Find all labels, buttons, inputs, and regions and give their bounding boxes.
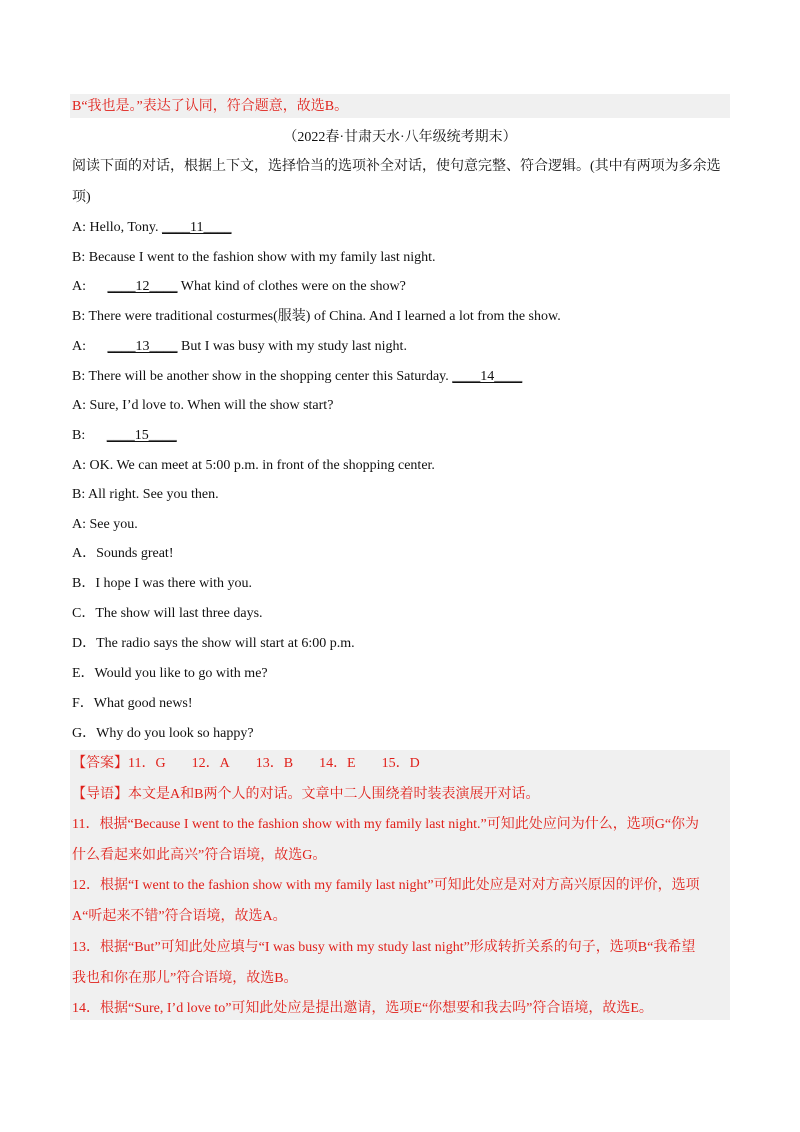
dialogue-line	[72, 248, 728, 268]
dialogue-line	[72, 337, 728, 357]
question-source: （2022春·甘肃天水·八年级统考期末）	[283, 130, 517, 145]
blank-13: ____13____	[107, 339, 178, 354]
explanation-13-line-1: 13．根据“But”可知此处应填与“I was busy with my study last night”形成转折关系的句子，选项B“我希望	[72, 940, 696, 955]
explanation-14-line-1: 14．根据“Sure, I’d love to”可知此处应是提出邀请，选项E“你想要和我去吗”符合语境，故选E。	[72, 1001, 653, 1016]
explanation-11-line-1: 11．根据“Because I went to the fashion show with my family last night.”可知此处应问为什么，选项G“你为	[72, 817, 700, 832]
option-a: A．Sounds great!	[72, 546, 174, 561]
guide-text: 【导语】本文是A和B两个人的对话。文章中二人围绕着时装表演展开对话。	[72, 787, 540, 802]
instructions-line-2: 项)	[72, 190, 91, 205]
blank-15: ____15____	[106, 428, 177, 443]
answer-item: 15．D	[381, 756, 420, 771]
prev-answer-tail: B“我也是。”表达了认同，符合题意，故选B。	[72, 99, 349, 114]
dialogue-line	[72, 367, 728, 387]
dialogue-text: A:	[72, 339, 90, 354]
answer-line	[72, 754, 728, 774]
option-e: E．Would you like to go with me?	[72, 666, 268, 681]
option-d: D．The radio says the show will start at 6:00 p.m.	[72, 636, 355, 651]
explanation-13-line-2: 我也和你在那儿”符合语境，故选B。	[72, 971, 298, 986]
option-b: B．I hope I was there with you.	[72, 576, 253, 591]
blank-14: ____14____	[452, 369, 523, 384]
dialogue-text: A: See you.	[72, 517, 138, 532]
dialogue-line	[72, 218, 728, 238]
answer-item: 12．A	[191, 756, 230, 771]
dialogue-text: B: All right. See you then.	[72, 487, 219, 502]
dialogue-text: B:	[72, 428, 89, 443]
dialogue-text: A:	[72, 279, 90, 294]
answer-label: 【答案】	[72, 756, 128, 771]
answer-item: 14．E	[319, 756, 356, 771]
explanation-12-line-1: 12．根据“I went to the fashion show with my family last night”可知此处应是对对方高兴原因的评价，选项	[72, 878, 700, 893]
dialogue-text: B: Because I went to the fashion show with my family last night.	[72, 250, 436, 265]
dialogue-after: What kind of clothes were on the show?	[177, 279, 406, 294]
dialogue-text: B: There were traditional costurmes(服装) of China. And I learned a lot from the show.	[72, 309, 561, 324]
answer-item: 11．G	[128, 756, 166, 771]
dialogue-after: But I was busy with my study last night.	[177, 339, 407, 354]
dialogue-text: B: There will be another show in the shopping center this Saturday.	[72, 369, 453, 384]
dialogue-line	[72, 426, 728, 446]
option-f: F．What good news!	[72, 696, 193, 711]
option-g: G．Why do you look so happy?	[72, 726, 254, 741]
dialogue-line	[72, 456, 728, 476]
dialogue-text: A: Hello, Tony.	[72, 220, 163, 235]
dialogue-line	[72, 277, 728, 297]
dialogue-line	[72, 515, 728, 535]
dialogue-line	[72, 396, 728, 416]
answer-item: 13．B	[255, 756, 294, 771]
blank-12: ____12____	[107, 279, 178, 294]
dialogue-text: A: OK. We can meet at 5:00 p.m. in front of the shopping center.	[72, 458, 435, 473]
dialogue-line	[72, 485, 728, 505]
blank-11: ____11____	[162, 220, 232, 235]
explanation-12-line-2: A“听起来不错”符合语境，故选A。	[72, 909, 287, 924]
instructions-line-1: 阅读下面的对话，根据上下文，选择恰当的选项补全对话，使句意完整、符合逻辑。(其中有两项为多余选	[72, 159, 721, 174]
dialogue-text: A: Sure, I’d love to. When will the show start?	[72, 398, 334, 413]
explanation-11-line-2: 什么看起来如此高兴”符合语境，故选G。	[72, 848, 327, 863]
option-c: C．The show will last three days.	[72, 606, 263, 621]
dialogue-line	[72, 307, 728, 327]
